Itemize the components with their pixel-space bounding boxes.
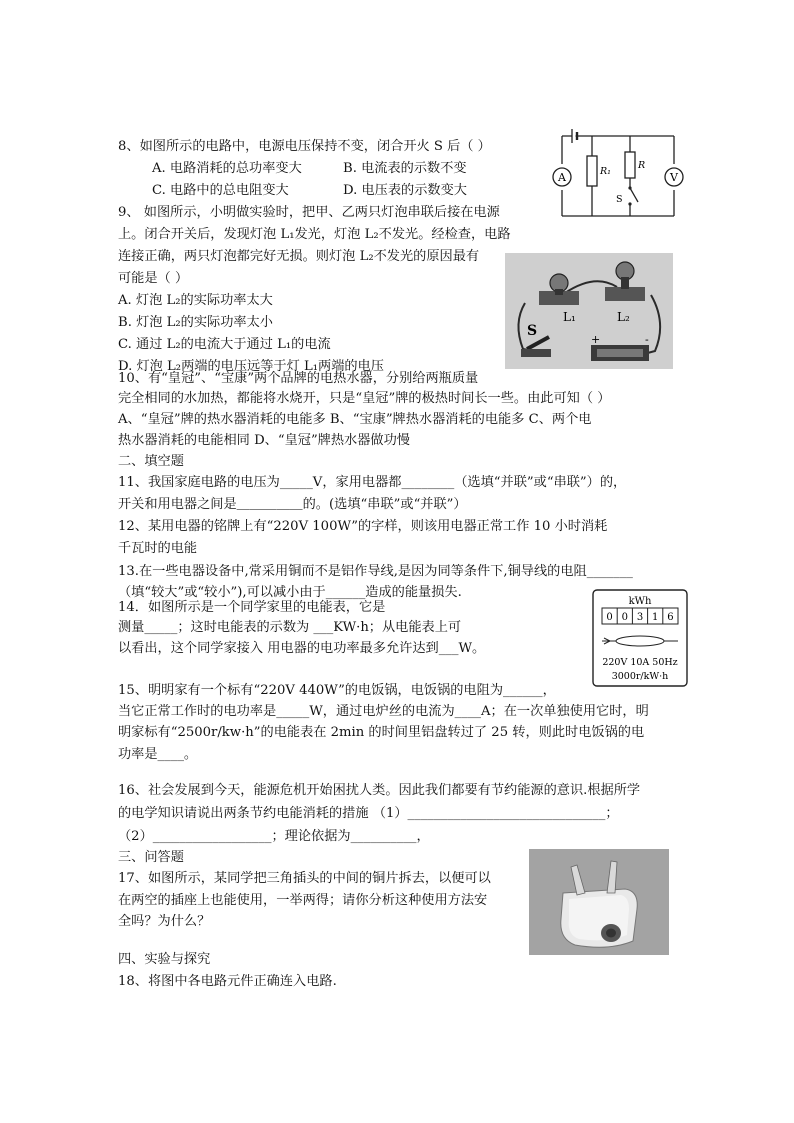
photo-switch-label: S — [527, 323, 538, 339]
q9-option-b: B. 灯泡 L₂的实际功率太小 — [118, 315, 273, 330]
plug-photo — [529, 849, 669, 955]
q9-option-d: D. 灯泡 L₂两端的电压远等于灯 L₁两端的电压 — [118, 359, 384, 374]
q9-line-1: 9、 如图所示，小明做实验时，把甲、乙两只灯泡串联后接在电源 — [118, 205, 500, 220]
q9-line-2: 上。闭合开关后，发现灯泡 L₁发光，灯泡 L₂不发光。经检查，电路 — [118, 227, 511, 242]
meter-digit: 0 — [606, 612, 613, 623]
electric-meter-diagram — [592, 589, 688, 687]
q11-line-1: 11、我国家庭电路的电压为_____V，家用电器都________（选填“并联”或“串联”）的， — [118, 475, 627, 490]
q17-line-1: 17、如图所示，某同学把三角插头的中间的铜片拆去，以便可以 — [118, 871, 491, 886]
q13-line-1: 13.在一些电器设备中,常采用铜而不是铝作导线,是因为同等条件下,铜导线的电阻_______ — [118, 564, 633, 579]
q9-line-4: 可能是（ ） — [118, 271, 189, 286]
photo-l2-label: L₂ — [617, 310, 630, 324]
q15-line-3: 明家标有“2500r/kw·h”的电能表在 2min 的时间里铝盘转过了 25 转，则此时电饭锅的电 — [118, 725, 645, 740]
section-qa-heading: 三、问答题 — [118, 850, 184, 865]
meter-unit-label: kWh — [628, 596, 652, 607]
q9-line-3: 连接正确，两只灯泡都完好无损。则灯泡 L₂不发光的原因最有 — [118, 249, 480, 264]
meter-digit: 6 — [667, 612, 674, 623]
meter-digit: 3 — [636, 612, 644, 623]
q9-option-a: A. 灯泡 L₂的实际功率太大 — [118, 293, 273, 308]
q10-line-4: 热水器消耗的电能相同 D、“皇冠”牌热水器做功慢 — [118, 433, 410, 448]
voltmeter-label: V — [670, 171, 678, 184]
q8-option-a: A. 电路消耗的总功率变大 — [152, 161, 302, 176]
q10-line-3: A、“皇冠”牌的热水器消耗的电能多 B、“宝康”牌热水器消耗的电能多 C、两个电 — [118, 412, 592, 427]
ammeter-label: A — [558, 171, 566, 184]
photo-l1-label: L₁ — [563, 310, 576, 324]
q16-line-1: 16、社会发展到今天，能源危机开始困扰人类。因此我们都要有节约能源的意识.根据所学 — [118, 783, 641, 798]
q12-line-1: 12、某用电器的铭牌上有“220V 100W”的字样，则该用电器正常工作 10 小时消耗 — [118, 519, 608, 534]
q15-line-1: 15、明明家有一个标有“220V 440W”的电饭锅，电饭锅的电阻为______， — [118, 683, 556, 698]
q14-line-2: 测量_____；这时电能表的示数为 ___KW·h；从电能表上可 — [118, 620, 462, 635]
r-label: R — [638, 160, 646, 171]
r1-label: R₁ — [600, 166, 611, 177]
meter-rev-label: 3000r/kW·h — [611, 671, 669, 682]
q11-line-2: 开关和用电器之间是＿＿＿＿＿的。(选填“串联”或“并联”） — [118, 497, 467, 512]
q8-option-b: B. 电流表的示数不变 — [343, 161, 467, 176]
q17-line-2: 在两空的插座上也能使用，一举两得；请你分析这种使用方法安 — [118, 893, 488, 908]
q16-line-2: 的电学知识请说出两条节约电能消耗的措施 （1）______________________________； — [118, 806, 619, 821]
q10-line-1: 10、有“皇冠”、“宝康”两个品牌的电热水器，分别给两瓶质量 — [118, 371, 479, 386]
meter-digit: 1 — [652, 612, 659, 623]
q18-line-1: 18、将图中各电路元件正确连入电路. — [118, 974, 337, 989]
q15-line-4: 功率是____。 — [118, 747, 198, 762]
meter-digit: 0 — [621, 612, 628, 623]
q14-line-1: 14．如图所示是一个同学家里的电能表，它是 — [118, 600, 386, 615]
meter-spec-label: 220V 10A 50Hz — [602, 657, 678, 668]
q17-line-3: 全吗？为什么？ — [118, 914, 211, 929]
bulbs-circuit-photo — [505, 253, 673, 369]
switch-label: S — [616, 194, 623, 205]
circuit-diagram — [548, 128, 686, 224]
q8-option-c: C. 电路中的总电阻变大 — [152, 183, 289, 198]
q9-option-c: C. 通过 L₂的电流大于通过 L₁的电流 — [118, 337, 331, 352]
meter-disc-icon — [616, 636, 664, 646]
section-experiment-heading: 四、实验与探究 — [118, 952, 211, 967]
photo-minus-label: - — [645, 333, 649, 346]
photo-plus-label: + — [591, 333, 601, 346]
q14-line-3: 以看出，这个同学家接入 用电器的电功率最多允许达到___W。 — [118, 641, 486, 656]
q15-line-2: 当它正常工作时的电功率是_____W，通过电炉丝的电流为____A；在一次单独使用它时，明 — [118, 704, 649, 719]
q16-line-3: （2）__________________；理论依据为__________， — [118, 829, 430, 844]
q13-line-2: （填“较大”或“较小”),可以减小由于______造成的能量损失. — [118, 585, 462, 600]
q10-line-2: 完全相同的水加热，都能将水烧开，只是“皇冠”牌的极热时间长一些。由此可知（ ） — [118, 391, 611, 406]
q8-option-d: D. 电压表的示数变大 — [343, 183, 467, 198]
q8-stem: 8、如图所示的电路中，电源电压保持不变，闭合开火 S 后（ ） — [118, 139, 491, 154]
q12-line-2: 千瓦时的电能 — [118, 541, 198, 556]
section-fill-in-heading: 二、填空题 — [118, 454, 184, 469]
